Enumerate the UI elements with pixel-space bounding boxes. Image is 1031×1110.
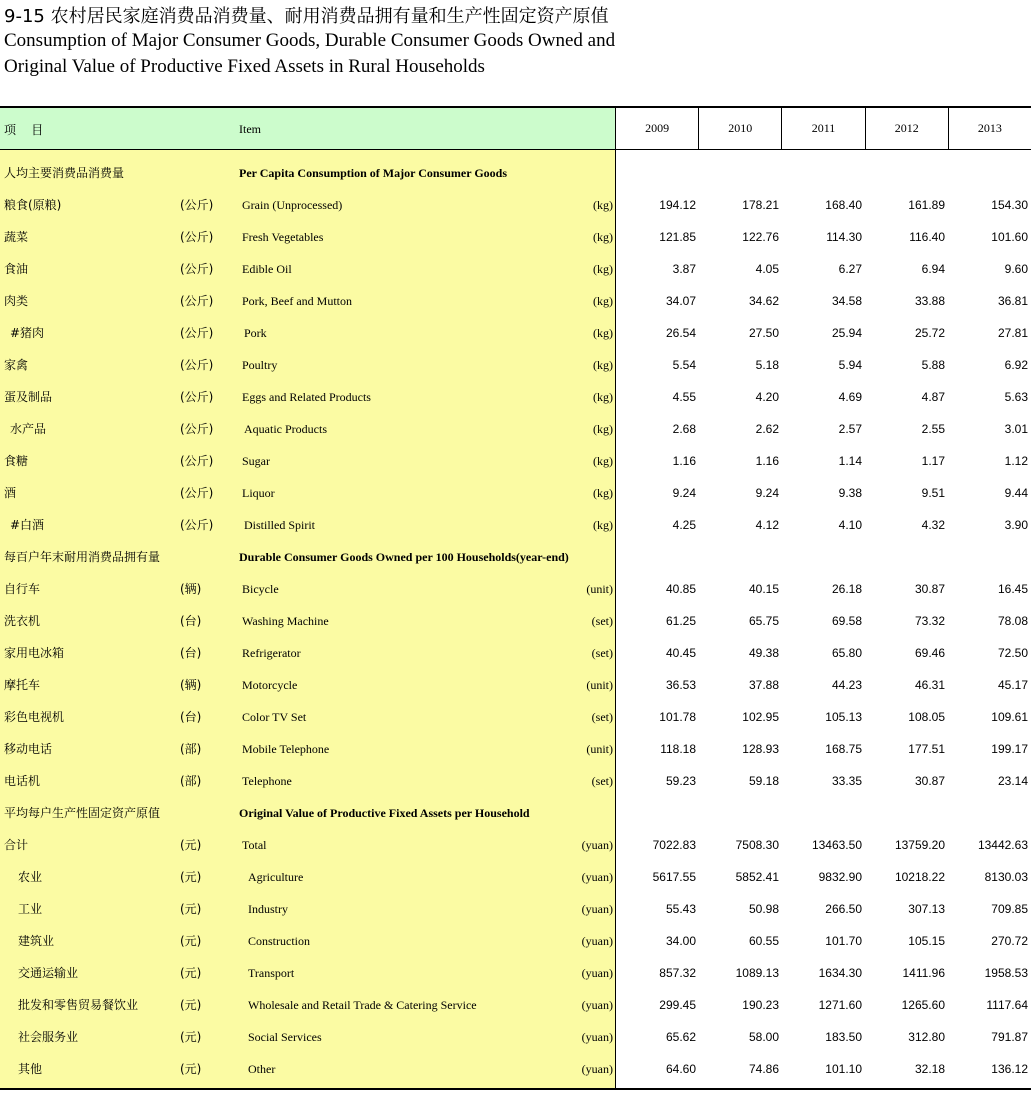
table-row bbox=[0, 1053, 1031, 1085]
item-label-en: Agriculture bbox=[248, 870, 304, 884]
value-2012: 46.31 bbox=[914, 678, 945, 692]
unit-cn: (公斤) bbox=[180, 326, 214, 340]
item-label-cn: 社会服务业 bbox=[18, 1030, 79, 1044]
value-2009: 65.62 bbox=[665, 1030, 696, 1044]
item-header-en: Item bbox=[239, 122, 261, 136]
item-label-en: Construction bbox=[248, 934, 310, 948]
value-2012: 32.18 bbox=[914, 1062, 945, 1076]
value-2013: 1.12 bbox=[1004, 454, 1028, 468]
value-2012: 10218.22 bbox=[894, 870, 945, 884]
year-header-2010: 2010 bbox=[698, 108, 781, 149]
value-2011: 4.69 bbox=[838, 390, 862, 404]
unit-cn: (公斤) bbox=[180, 262, 214, 276]
item-label-cn: #白酒 bbox=[10, 518, 45, 532]
item-label-cn: 摩托车 bbox=[4, 678, 41, 692]
unit-cn: (公斤) bbox=[180, 294, 214, 308]
unit-en: (yuan) bbox=[581, 966, 613, 980]
value-2010: 34.62 bbox=[748, 294, 779, 308]
item-label-en: Motorcycle bbox=[242, 678, 298, 692]
unit-en: (kg) bbox=[593, 262, 613, 276]
value-2011: 2.57 bbox=[838, 422, 862, 436]
item-label-cn: 水产品 bbox=[10, 422, 47, 436]
value-2011: 26.18 bbox=[831, 582, 862, 596]
value-2010: 9.24 bbox=[755, 486, 779, 500]
unit-en: (kg) bbox=[593, 518, 613, 532]
value-2011: 9.38 bbox=[838, 486, 862, 500]
value-2012: 105.15 bbox=[908, 934, 945, 948]
value-2009: 299.45 bbox=[659, 998, 696, 1012]
item-label-cn: 电话机 bbox=[4, 774, 41, 788]
value-2009: 34.00 bbox=[665, 934, 696, 948]
item-label-en: Wholesale and Retail Trade & Catering Service bbox=[248, 998, 477, 1012]
table-row bbox=[0, 445, 1031, 477]
unit-cn: (元) bbox=[180, 870, 202, 884]
unit-cn: (元) bbox=[180, 1062, 202, 1076]
value-2012: 2.55 bbox=[921, 422, 945, 436]
value-2011: 1.14 bbox=[838, 454, 862, 468]
item-label-cn: 工业 bbox=[18, 902, 43, 916]
item-label-en: Pork, Beef and Mutton bbox=[242, 294, 352, 308]
item-label-en: Transport bbox=[248, 966, 295, 980]
unit-en: (yuan) bbox=[581, 1062, 613, 1076]
value-2013: 6.92 bbox=[1004, 358, 1028, 372]
value-2009: 5.54 bbox=[672, 358, 696, 372]
item-label-cn: 建筑业 bbox=[18, 934, 55, 948]
item-label-en: Industry bbox=[248, 902, 288, 916]
table-row bbox=[0, 285, 1031, 317]
table-row bbox=[0, 733, 1031, 765]
value-2012: 108.05 bbox=[908, 710, 945, 724]
unit-en: (kg) bbox=[593, 422, 613, 436]
section-title-cn: 每百户年末耐用消费品拥有量 bbox=[4, 550, 161, 564]
unit-cn: (部) bbox=[180, 742, 202, 756]
value-2010: 65.75 bbox=[748, 614, 779, 628]
value-2013: 27.81 bbox=[997, 326, 1028, 340]
value-2013: 709.85 bbox=[991, 902, 1028, 916]
value-2010: 5.18 bbox=[755, 358, 779, 372]
table-title-en-line1: Consumption of Major Consumer Goods, Durable Consumer Goods Owned and bbox=[4, 30, 616, 51]
unit-cn: (公斤) bbox=[180, 230, 214, 244]
value-2010: 178.21 bbox=[742, 198, 779, 212]
item-label-cn: 酒 bbox=[4, 486, 17, 500]
table-title-en-line2: Original Value of Productive Fixed Assets in Rural Households bbox=[4, 56, 485, 77]
value-2013: 791.87 bbox=[991, 1030, 1028, 1044]
year-header-row bbox=[616, 108, 1031, 150]
unit-en: (yuan) bbox=[581, 902, 613, 916]
value-2009: 5617.55 bbox=[652, 870, 696, 884]
unit-cn: (元) bbox=[180, 838, 202, 852]
value-2010: 50.98 bbox=[748, 902, 779, 916]
item-label-en: Edible Oil bbox=[242, 262, 292, 276]
table-title-cn: 9-15 农村居民家庭消费品消费量、耐用消费品拥有量和生产性固定资产原值 bbox=[4, 6, 609, 27]
value-2013: 9.44 bbox=[1004, 486, 1028, 500]
value-2013: 1958.53 bbox=[984, 966, 1028, 980]
value-2013: 199.17 bbox=[991, 742, 1028, 756]
value-2012: 33.88 bbox=[914, 294, 945, 308]
item-label-cn: 自行车 bbox=[4, 582, 41, 596]
section-title-en: Original Value of Productive Fixed Assets per Household bbox=[239, 806, 530, 820]
item-label-en: Color TV Set bbox=[242, 710, 307, 724]
value-2009: 194.12 bbox=[659, 198, 696, 212]
value-2010: 4.20 bbox=[755, 390, 779, 404]
item-label-cn: 移动电话 bbox=[4, 742, 53, 756]
value-2012: 1411.96 bbox=[902, 966, 945, 980]
item-label-cn: 家用电冰箱 bbox=[4, 646, 65, 660]
unit-cn: (台) bbox=[180, 646, 202, 660]
section-header-row bbox=[0, 541, 1031, 573]
value-2009: 7022.83 bbox=[652, 838, 696, 852]
value-2011: 13463.50 bbox=[811, 838, 862, 852]
value-2013: 13442.63 bbox=[977, 838, 1028, 852]
value-2010: 74.86 bbox=[748, 1062, 779, 1076]
item-label-en: Distilled Spirit bbox=[244, 518, 316, 532]
section-header-row bbox=[0, 157, 1031, 189]
value-2010: 7508.30 bbox=[735, 838, 779, 852]
value-2009: 64.60 bbox=[665, 1062, 696, 1076]
value-2012: 30.87 bbox=[914, 582, 945, 596]
value-2010: 2.62 bbox=[755, 422, 779, 436]
item-label-en: Liquor bbox=[242, 486, 275, 500]
value-2012: 1.17 bbox=[921, 454, 945, 468]
value-2012: 73.32 bbox=[914, 614, 945, 628]
value-2011: 25.94 bbox=[831, 326, 862, 340]
table-row bbox=[0, 413, 1031, 445]
unit-cn: (公斤) bbox=[180, 198, 214, 212]
value-2010: 59.18 bbox=[748, 774, 779, 788]
value-2011: 44.23 bbox=[831, 678, 862, 692]
value-2009: 101.78 bbox=[659, 710, 696, 724]
value-2012: 1265.60 bbox=[901, 998, 945, 1012]
value-2013: 16.45 bbox=[997, 582, 1028, 596]
value-2011: 65.80 bbox=[831, 646, 862, 660]
value-2013: 154.30 bbox=[991, 198, 1028, 212]
unit-en: (yuan) bbox=[581, 838, 613, 852]
value-2009: 40.85 bbox=[665, 582, 696, 596]
value-2012: 312.80 bbox=[908, 1030, 945, 1044]
item-label-en: Aquatic Products bbox=[244, 422, 327, 436]
item-label-cn: 粮食(原粮) bbox=[4, 198, 62, 212]
value-2013: 3.90 bbox=[1004, 518, 1028, 532]
item-label-cn: 合计 bbox=[4, 838, 29, 852]
table-row bbox=[0, 381, 1031, 413]
value-2013: 136.12 bbox=[991, 1062, 1028, 1076]
table-row bbox=[0, 893, 1031, 925]
unit-en: (yuan) bbox=[581, 998, 613, 1012]
unit-en: (kg) bbox=[593, 326, 613, 340]
value-2009: 2.68 bbox=[672, 422, 696, 436]
table-row bbox=[0, 861, 1031, 893]
table-row bbox=[0, 253, 1031, 285]
value-2009: 59.23 bbox=[665, 774, 696, 788]
item-label-en: Social Services bbox=[248, 1030, 322, 1044]
table-row bbox=[0, 573, 1031, 605]
table-row bbox=[0, 829, 1031, 861]
value-2011: 266.50 bbox=[825, 902, 862, 916]
item-label-cn: 彩色电视机 bbox=[4, 710, 65, 724]
value-2010: 37.88 bbox=[748, 678, 779, 692]
value-2011: 168.40 bbox=[825, 198, 862, 212]
value-2013: 5.63 bbox=[1004, 390, 1028, 404]
item-label-cn: 其他 bbox=[18, 1062, 43, 1076]
value-2011: 1271.60 bbox=[818, 998, 862, 1012]
value-2010: 60.55 bbox=[748, 934, 779, 948]
value-2012: 4.32 bbox=[921, 518, 945, 532]
value-2011: 4.10 bbox=[838, 518, 862, 532]
item-label-cn: 洗衣机 bbox=[4, 614, 41, 628]
value-2010: 102.95 bbox=[742, 710, 779, 724]
value-2011: 5.94 bbox=[838, 358, 862, 372]
value-2013: 3.01 bbox=[1004, 422, 1028, 436]
value-2009: 9.24 bbox=[672, 486, 696, 500]
table-row bbox=[0, 477, 1031, 509]
value-2011: 183.50 bbox=[825, 1030, 862, 1044]
value-2009: 61.25 bbox=[665, 614, 696, 628]
unit-cn: (元) bbox=[180, 934, 202, 948]
value-2011: 101.10 bbox=[825, 1062, 862, 1076]
value-2013: 36.81 bbox=[997, 294, 1028, 308]
value-2010: 58.00 bbox=[748, 1030, 779, 1044]
section-header-row bbox=[0, 797, 1031, 829]
unit-cn: (公斤) bbox=[180, 390, 214, 404]
item-label-en: Total bbox=[242, 838, 267, 852]
value-2009: 121.85 bbox=[659, 230, 696, 244]
unit-en: (kg) bbox=[593, 486, 613, 500]
unit-en: (unit) bbox=[586, 742, 613, 756]
item-label-cn: 蔬菜 bbox=[4, 230, 29, 244]
value-2009: 3.87 bbox=[672, 262, 696, 276]
value-2012: 5.88 bbox=[921, 358, 945, 372]
value-2013: 72.50 bbox=[997, 646, 1028, 660]
unit-cn: (公斤) bbox=[180, 358, 214, 372]
value-2010: 4.05 bbox=[755, 262, 779, 276]
unit-cn: (公斤) bbox=[180, 454, 214, 468]
unit-cn: (部) bbox=[180, 774, 202, 788]
value-2011: 1634.30 bbox=[818, 966, 862, 980]
value-2010: 122.76 bbox=[742, 230, 779, 244]
item-label-cn: 交通运输业 bbox=[18, 966, 79, 980]
section-title-cn: 平均每户生产性固定资产原值 bbox=[4, 806, 161, 820]
unit-cn: (台) bbox=[180, 614, 202, 628]
item-label-cn: 食油 bbox=[4, 262, 29, 276]
value-2012: 13759.20 bbox=[894, 838, 945, 852]
value-2009: 26.54 bbox=[665, 326, 696, 340]
value-2009: 118.18 bbox=[660, 742, 696, 756]
item-label-cn: 家禽 bbox=[4, 358, 29, 372]
unit-cn: (公斤) bbox=[180, 518, 214, 532]
item-label-cn: 食糖 bbox=[4, 454, 29, 468]
value-2009: 4.25 bbox=[672, 518, 696, 532]
item-label-en: Grain (Unprocessed) bbox=[242, 198, 343, 212]
unit-cn: (辆) bbox=[180, 582, 202, 596]
value-2009: 40.45 bbox=[665, 646, 696, 660]
year-header-2009: 2009 bbox=[645, 121, 670, 135]
table-row bbox=[0, 349, 1031, 381]
value-2011: 114.30 bbox=[826, 230, 862, 244]
item-label-en: Fresh Vegetables bbox=[242, 230, 324, 244]
value-2010: 128.93 bbox=[742, 742, 779, 756]
unit-en: (unit) bbox=[586, 582, 613, 596]
unit-cn: (元) bbox=[180, 902, 202, 916]
value-2010: 27.50 bbox=[748, 326, 779, 340]
item-label-en: Sugar bbox=[242, 454, 270, 468]
value-2009: 34.07 bbox=[665, 294, 696, 308]
value-2009: 857.32 bbox=[659, 966, 696, 980]
table-row bbox=[0, 189, 1031, 221]
unit-en: (kg) bbox=[593, 198, 613, 212]
item-label-en: Poultry bbox=[242, 358, 278, 372]
item-label-en: Mobile Telephone bbox=[242, 742, 330, 756]
value-2010: 4.12 bbox=[755, 518, 779, 532]
value-2012: 6.94 bbox=[921, 262, 945, 276]
unit-cn: (元) bbox=[180, 1030, 202, 1044]
value-2010: 1.16 bbox=[755, 454, 779, 468]
value-2013: 45.17 bbox=[997, 678, 1028, 692]
unit-en: (yuan) bbox=[581, 870, 613, 884]
value-2013: 23.14 bbox=[997, 774, 1028, 788]
section-title-en: Durable Consumer Goods Owned per 100 Households(year-end) bbox=[239, 550, 569, 564]
value-2010: 5852.41 bbox=[735, 870, 779, 884]
unit-cn: (台) bbox=[180, 710, 202, 724]
value-2011: 168.75 bbox=[825, 742, 862, 756]
value-2013: 270.72 bbox=[991, 934, 1028, 948]
unit-en: (kg) bbox=[593, 358, 613, 372]
table-row bbox=[0, 605, 1031, 637]
value-2012: 161.89 bbox=[908, 198, 945, 212]
value-2011: 6.27 bbox=[838, 262, 862, 276]
unit-cn: (辆) bbox=[180, 678, 202, 692]
unit-en: (unit) bbox=[586, 678, 613, 692]
section-title-en: Per Capita Consumption of Major Consumer Goods bbox=[239, 166, 508, 180]
unit-en: (kg) bbox=[593, 294, 613, 308]
value-2009: 1.16 bbox=[672, 454, 696, 468]
unit-en: (kg) bbox=[593, 230, 613, 244]
value-2013: 109.61 bbox=[991, 710, 1028, 724]
value-2012: 177.51 bbox=[908, 742, 945, 756]
value-2010: 40.15 bbox=[748, 582, 779, 596]
unit-en: (set) bbox=[591, 710, 613, 724]
value-2009: 36.53 bbox=[665, 678, 696, 692]
value-2010: 190.23 bbox=[742, 998, 779, 1012]
unit-cn: (元) bbox=[180, 966, 202, 980]
unit-cn: (公斤) bbox=[180, 486, 214, 500]
value-2013: 101.60 bbox=[991, 230, 1028, 244]
value-2011: 69.58 bbox=[831, 614, 862, 628]
value-2009: 55.43 bbox=[665, 902, 696, 916]
value-2012: 30.87 bbox=[914, 774, 945, 788]
table-row bbox=[0, 669, 1031, 701]
unit-en: (yuan) bbox=[581, 1030, 613, 1044]
table-row bbox=[0, 637, 1031, 669]
value-2012: 116.40 bbox=[909, 230, 945, 244]
unit-en: (kg) bbox=[593, 454, 613, 468]
title-block bbox=[4, 6, 615, 80]
table-row bbox=[0, 509, 1031, 541]
item-label-cn: 批发和零售贸易餐饮业 bbox=[18, 998, 139, 1012]
value-2011: 9832.90 bbox=[818, 870, 862, 884]
table-row bbox=[0, 925, 1031, 957]
item-label-en: Eggs and Related Products bbox=[242, 390, 371, 404]
table-row bbox=[0, 221, 1031, 253]
table-row bbox=[0, 765, 1031, 797]
unit-en: (set) bbox=[591, 614, 613, 628]
year-header-2011: 2011 bbox=[781, 108, 864, 149]
value-2012: 307.13 bbox=[908, 902, 945, 916]
unit-en: (set) bbox=[591, 646, 613, 660]
table-row bbox=[0, 989, 1031, 1021]
value-2012: 4.87 bbox=[921, 390, 945, 404]
item-label-cn: #猪肉 bbox=[10, 326, 45, 340]
unit-en: (yuan) bbox=[581, 934, 613, 948]
value-2011: 34.58 bbox=[831, 294, 862, 308]
value-2013: 8130.03 bbox=[984, 870, 1028, 884]
item-label-en: Bicycle bbox=[242, 582, 279, 596]
value-2010: 49.38 bbox=[748, 646, 779, 660]
value-2013: 1117.64 bbox=[986, 998, 1028, 1012]
value-2009: 4.55 bbox=[672, 390, 696, 404]
table-row bbox=[0, 957, 1031, 989]
item-label-cn: 肉类 bbox=[4, 294, 29, 308]
item-label-en: Pork bbox=[244, 326, 267, 340]
value-2011: 105.13 bbox=[825, 710, 862, 724]
value-2012: 69.46 bbox=[914, 646, 945, 660]
table-row bbox=[0, 317, 1031, 349]
item-label-cn: 蛋及制品 bbox=[4, 390, 53, 404]
value-2012: 9.51 bbox=[921, 486, 945, 500]
unit-cn: (元) bbox=[180, 998, 202, 1012]
unit-cn: (公斤) bbox=[180, 422, 214, 436]
year-header-2012: 2012 bbox=[865, 108, 948, 149]
bottom-rule bbox=[0, 1088, 1031, 1090]
year-header-2013: 2013 bbox=[948, 108, 1031, 149]
value-2011: 33.35 bbox=[831, 774, 862, 788]
section-title-cn: 人均主要消费品消费量 bbox=[4, 166, 125, 180]
value-2013: 78.08 bbox=[997, 614, 1028, 628]
item-header-cn: 项 目 bbox=[4, 123, 44, 137]
item-header-background bbox=[0, 108, 615, 150]
item-label-en: Other bbox=[248, 1062, 276, 1076]
unit-en: (set) bbox=[591, 774, 613, 788]
item-label-cn: 农业 bbox=[18, 870, 43, 884]
value-2010: 1089.13 bbox=[735, 966, 779, 980]
value-2011: 101.70 bbox=[825, 934, 862, 948]
item-label-en: Washing Machine bbox=[242, 614, 329, 628]
item-label-en: Telephone bbox=[242, 774, 292, 788]
table-row bbox=[0, 701, 1031, 733]
value-2013: 9.60 bbox=[1004, 262, 1028, 276]
unit-en: (kg) bbox=[593, 390, 613, 404]
table-row bbox=[0, 1021, 1031, 1053]
item-label-en: Refrigerator bbox=[242, 646, 301, 660]
value-2012: 25.72 bbox=[914, 326, 945, 340]
